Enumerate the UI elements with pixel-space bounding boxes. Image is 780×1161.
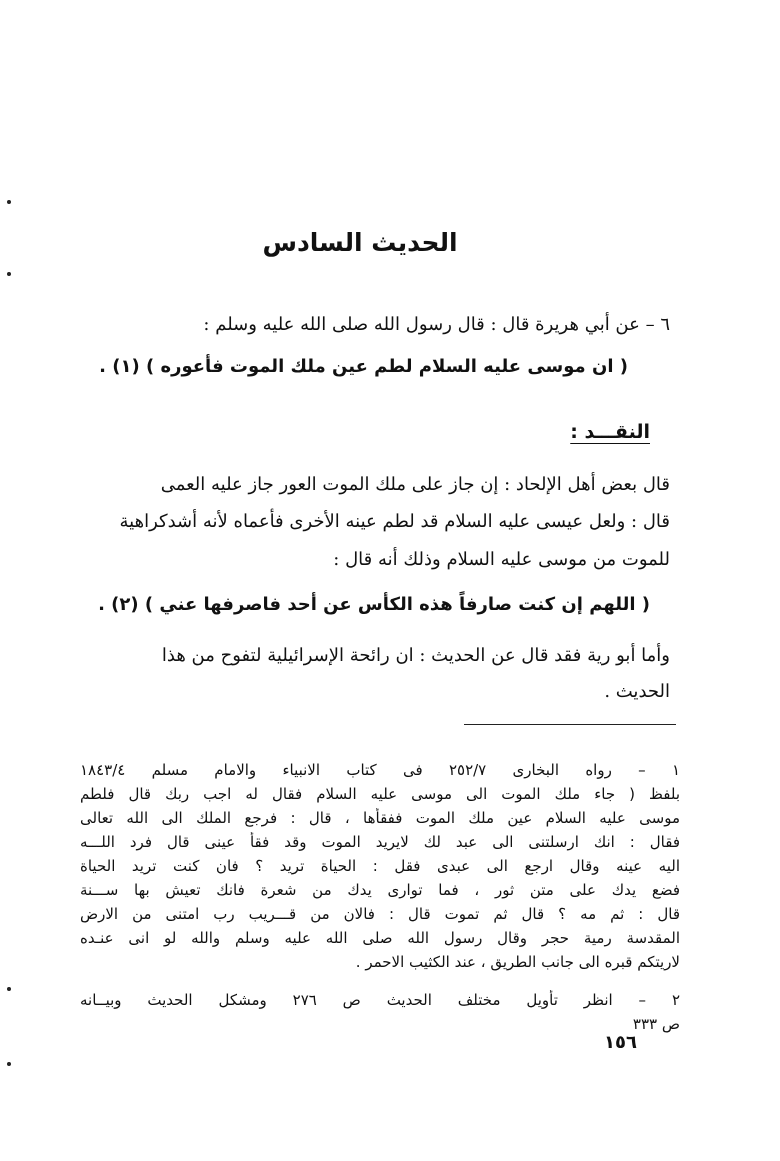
footnote-line: بلفظ ( جاء ملك الموت الى موسى عليه السلام فقال له اجب ربك قال فلطم [80, 785, 680, 803]
footnote-line: المقدسة رمية حجر وقال رسول الله صلى الله عليه وسلم والله لو انى عنـده [80, 929, 680, 947]
footnote-line: ٢ – انظر تأويل مختلف الحديث ص ٢٧٦ ومشكل الحديث وبيــانه [80, 991, 680, 1009]
footnote-line: اليه عينه وقال ارجع الى عبدى فقل : الحياة تريد ؟ فان كنت تريد الحياة [80, 857, 680, 875]
scan-mark [7, 1062, 11, 1066]
critique-line: الحديث . [604, 681, 670, 702]
footnote-line: قال : ثم مه ؟ قال ثم تموت قال : فالان من قـــريب رب امتنى من الارض [80, 905, 680, 923]
footnote-line: فضع يدك على متن ثور ، فما توارى يدك من شعرة فانك تعيش بها ســـنة [80, 881, 680, 899]
scan-mark [7, 987, 11, 991]
footnote-line: ١ – رواه البخارى ٢٥٢/٧ فى كتاب الانبياء والامام مسلم ١٨٤٣/٤ [80, 761, 680, 779]
footnote-line: فقال : انك ارسلتنى الى عبد لك لايريد الموت وقد فقأ عينى قال فرد اللـــه [80, 833, 680, 851]
hadith-intro: ٦ – عن أبي هريرة قال : قال رسول الله صلى الله عليه وسلم : [203, 314, 670, 335]
critique-line: قال : ولعل عيسى عليه السلام قد لطم عينه الأخرى فأعماه لأنه أشدكراهية [119, 511, 670, 532]
footnote-line: ص ٣٣٣ [632, 1015, 680, 1033]
hadith-text: ( ان موسى عليه السلام لطم عين ملك الموت فأعوره ) (١) . [99, 356, 628, 377]
footnote-line: لاريتكم قبره الى جانب الطريق ، عند الكثيب الاحمر . [355, 953, 680, 971]
critique-line: قال بعض أهل الإلحاد : إن جاز على ملك الموت العور جاز عليه العمى [160, 474, 670, 495]
footnote-line: موسى عليه السلام عين ملك الموت ففقأها ، قال : فرجع الملك الى الله تعالى [80, 809, 680, 827]
footnote-separator [464, 724, 676, 725]
scan-mark [7, 200, 11, 204]
page-number: ١٥٦ [604, 1032, 637, 1053]
critique-line: وأما أبو رية فقد قال عن الحديث : ان رائحة الإسرائيلية لتفوح من هذا [161, 645, 670, 666]
critique-quote: ( اللهم إن كنت صارفاً هذه الكأس عن أحد فاصرفها عني ) (٢) . [98, 594, 650, 615]
scan-mark [7, 272, 11, 276]
critique-heading: النقـــد : [570, 421, 650, 443]
critique-line: للموت من موسى عليه السلام وذلك أنه قال : [333, 549, 670, 570]
chapter-title: الحديث السادس [262, 228, 458, 257]
